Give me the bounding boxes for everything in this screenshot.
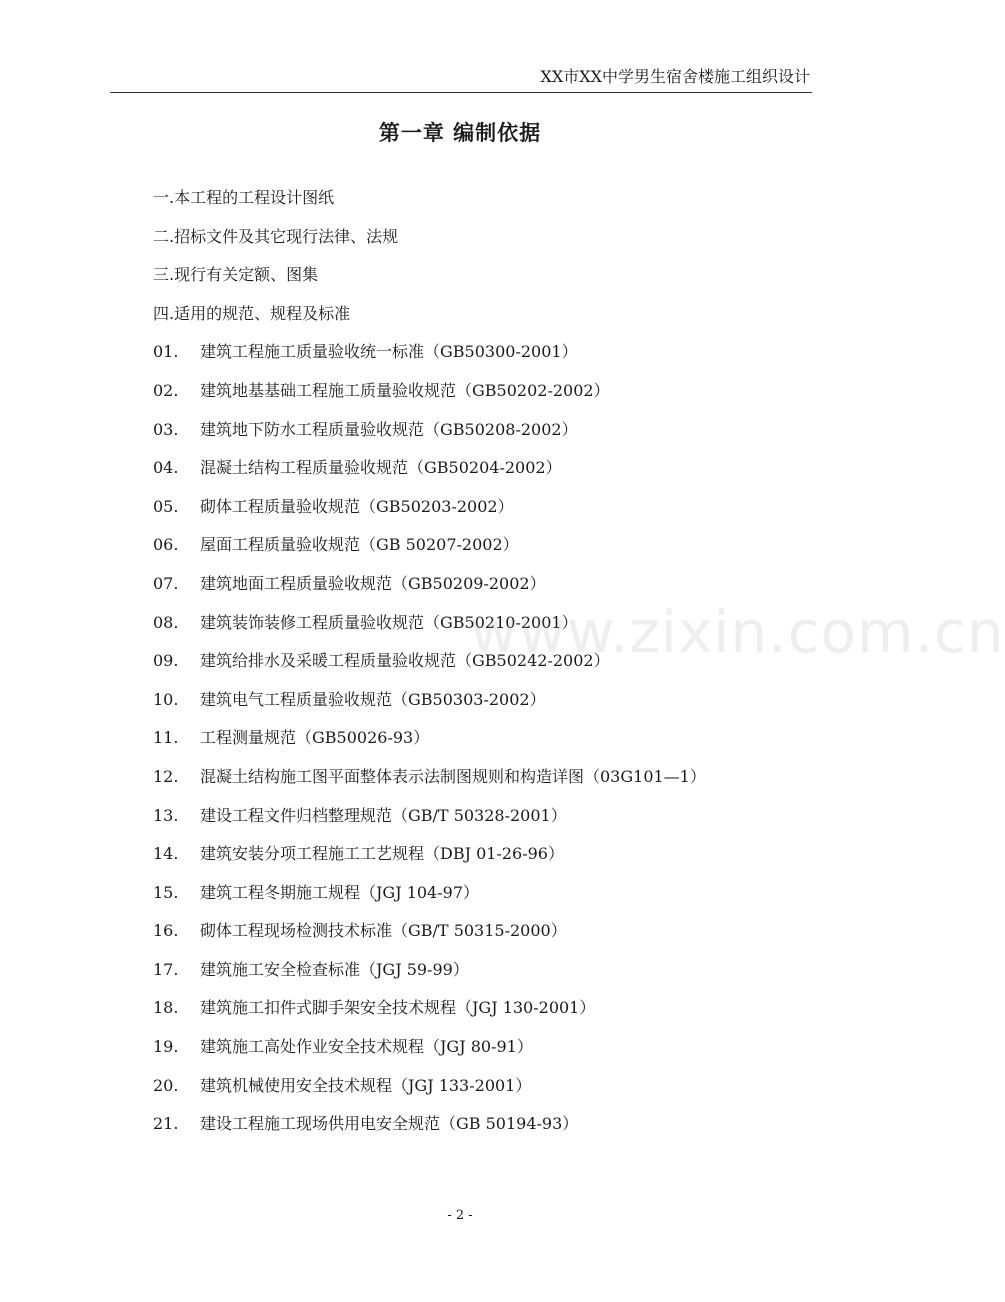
- standard-number: 14.: [153, 844, 179, 864]
- standard-number: 20.: [153, 1075, 179, 1095]
- standard-number: 16.: [153, 921, 179, 941]
- standard-item: [153, 726, 853, 765]
- standard-number: 05.: [153, 496, 179, 516]
- standard-number: 10.: [153, 689, 179, 709]
- standard-number: 07.: [153, 573, 179, 593]
- standard-text: 建筑电气工程质量验收规范（GB50303-2002）: [200, 689, 546, 709]
- standard-item: [153, 919, 853, 958]
- watermark: www.zixin.com.cn: [470, 598, 1005, 666]
- section-number: 四.: [153, 303, 175, 323]
- standard-number: 19.: [153, 1037, 179, 1057]
- standard-number: 08.: [153, 612, 179, 632]
- section-text: 现行有关定额、图集: [174, 265, 319, 285]
- standard-number: 15.: [153, 882, 179, 902]
- standard-text: 建筑机械使用安全技术规程（JGJ 133-2001）: [200, 1075, 532, 1095]
- standard-text: 建筑工程施工质量验收统一标准（GB50300-2001）: [200, 342, 578, 362]
- standard-item: [153, 533, 853, 572]
- standard-item: [153, 1035, 853, 1074]
- standard-item: [153, 1112, 853, 1151]
- standard-text: 建筑施工安全检查标准（JGJ 59-99）: [200, 959, 469, 979]
- section-item: [153, 186, 853, 225]
- section-text: 招标文件及其它现行法律、法规: [174, 226, 399, 246]
- standard-text: 建筑装饰装修工程质量验收规范（GB50210-2001）: [200, 612, 578, 632]
- standard-item: [153, 765, 853, 804]
- standard-number: 02.: [153, 380, 179, 400]
- standard-item: [153, 958, 853, 997]
- standard-item: [153, 688, 853, 727]
- standard-number: 18.: [153, 998, 179, 1018]
- standard-number: 21.: [153, 1114, 179, 1134]
- section-number: 一.: [153, 188, 175, 207]
- standard-text: 混凝土结构工程质量验收规范（GB50204-2002）: [200, 458, 562, 478]
- standard-text: 砌体工程质量验收规范（GB50203-2002）: [200, 496, 514, 516]
- standard-text: 建设工程文件归档整理规范（GB/T 50328-2001）: [200, 805, 567, 825]
- section-text: 本工程的工程设计图纸: [174, 188, 335, 207]
- standard-number: 03.: [153, 419, 179, 439]
- standard-text: 建设工程施工现场供用电安全规范（GB 50194-93）: [200, 1114, 579, 1134]
- standard-text: 建筑地面工程质量验收规范（GB50209-2002）: [200, 573, 546, 593]
- standard-text: 建筑施工扣件式脚手架安全技术规程（JGJ 130-2001）: [200, 998, 596, 1018]
- header-rule: [110, 92, 812, 93]
- standard-text: 建筑给排水及采暖工程质量验收规范（GB50242-2002）: [200, 651, 610, 671]
- chapter-title: 第一章 编制依据: [378, 121, 542, 145]
- standard-number: 17.: [153, 959, 179, 979]
- standard-text: 建筑地下防水工程质量验收规范（GB50208-2002）: [200, 419, 578, 439]
- standard-item: [153, 842, 853, 881]
- section-item: [153, 263, 853, 302]
- standard-text: 工程测量规范（GB50026-93）: [200, 728, 430, 748]
- standard-item: [153, 456, 853, 495]
- section-item: [153, 225, 853, 264]
- standard-item: [153, 996, 853, 1035]
- standard-text: 建筑地基基础工程施工质量验收规范（GB50202-2002）: [200, 380, 610, 400]
- standard-number: 13.: [153, 805, 179, 825]
- standard-item: [153, 495, 853, 534]
- standard-text: 建筑安装分项工程施工工艺规程（DBJ 01-26-96）: [200, 844, 564, 864]
- standard-item: [153, 379, 853, 418]
- standard-number: 04.: [153, 458, 179, 478]
- standard-number: 12.: [153, 766, 179, 786]
- standard-text: 砌体工程现场检测技术标准（GB/T 50315-2000）: [200, 921, 567, 941]
- standard-item: [153, 418, 853, 457]
- standard-number: 09.: [153, 651, 179, 671]
- basis-list: [153, 186, 853, 1151]
- standard-text: 建筑工程冬期施工规程（JGJ 104-97）: [200, 882, 480, 902]
- standard-item: [153, 804, 853, 843]
- section-item: [153, 302, 853, 341]
- standard-number: 11.: [153, 728, 179, 748]
- standard-item: [153, 881, 853, 920]
- standard-text: 混凝土结构施工图平面整体表示法制图规则和构造详图（03G101—1）: [200, 766, 706, 786]
- standard-item: [153, 1074, 853, 1113]
- standard-text: 建筑施工高处作业安全技术规程（JGJ 80-91）: [200, 1037, 533, 1057]
- page-number: - 2 -: [447, 1208, 473, 1223]
- standard-number: 06.: [153, 535, 179, 555]
- section-text: 适用的规范、规程及标准: [174, 303, 351, 323]
- standard-text: 屋面工程质量验收规范（GB 50207-2002）: [200, 535, 519, 555]
- running-header: XX市XX中学男生宿舍楼施工组织设计: [540, 67, 810, 86]
- section-number: 二.: [153, 226, 175, 246]
- standard-number: 01.: [153, 342, 179, 362]
- section-number: 三.: [153, 265, 175, 285]
- standard-item: [153, 340, 853, 379]
